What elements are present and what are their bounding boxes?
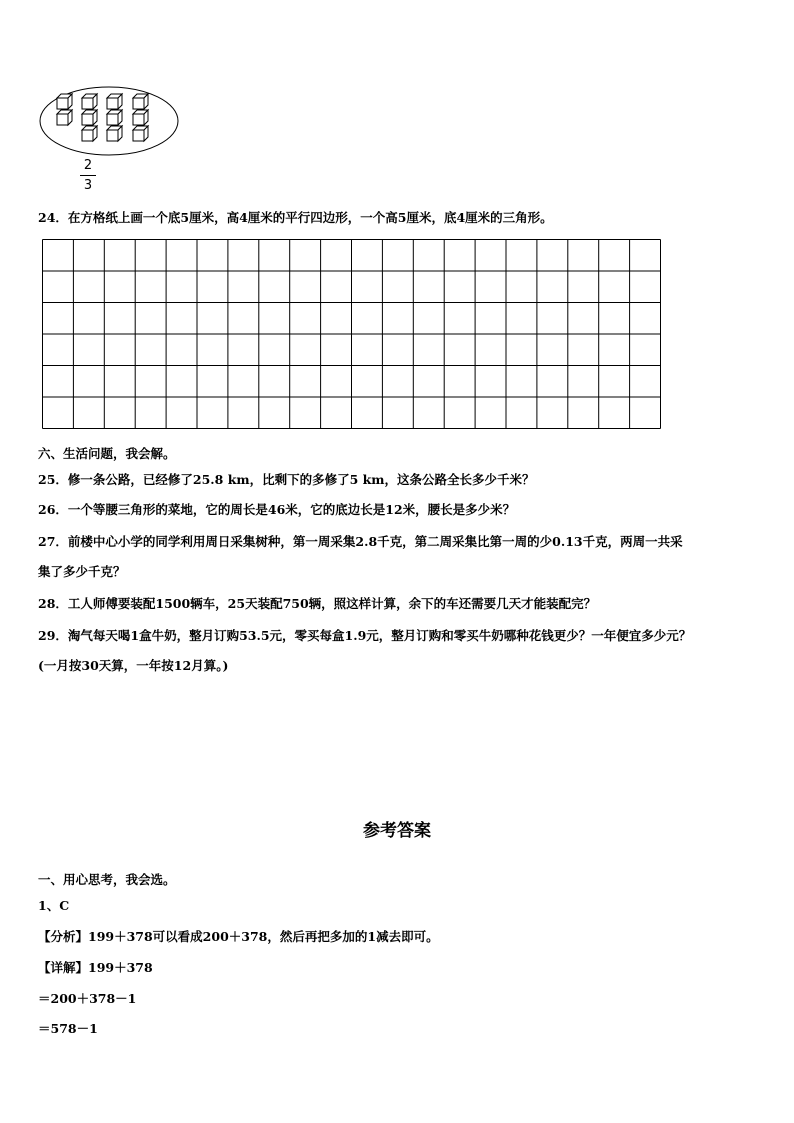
grid-paper	[42, 239, 662, 429]
fraction-two-thirds	[80, 158, 96, 193]
cubes-figure	[38, 85, 180, 157]
cube-icon	[133, 110, 148, 125]
cube-icon	[133, 94, 148, 109]
answer-analysis: 【分析】199＋378可以看成200＋378，然后再把多加的1减去即可。	[38, 929, 439, 944]
question-29-line2: (一月按30天算，一年按12月算。)	[38, 658, 229, 673]
cube-icon	[82, 126, 97, 141]
question-25: 25．修一条公路，已经修了25.8 km，比剩下的多修了5 km，这条公路全长多少千米？	[38, 472, 535, 487]
cube-icon	[107, 94, 122, 109]
fraction-numerator: 2	[83, 158, 93, 173]
question-28: 28．工人师傅要装配1500辆车，25天装配750辆，照这样计算，余下的车还需要几天才能装配完？	[38, 596, 597, 611]
cube-icon	[82, 94, 97, 109]
answer-step-2: ＝578－1	[38, 1021, 98, 1036]
question-27-line2: 集了多少千克？	[38, 564, 126, 579]
answer-1: 1、C	[38, 898, 70, 913]
answer-detail: 【详解】199＋378	[38, 960, 153, 975]
answer-title: 参考答案	[363, 821, 431, 841]
question-24: 24．在方格纸上画一个底5厘米，高4厘米的平行四边形，一个高5厘米，底4厘米的三角形。	[38, 210, 553, 225]
question-26: 26．一个等腰三角形的菜地，它的周长是46米，它的底边长是12米，腰长是多少米？	[38, 502, 516, 517]
cube-icon	[57, 94, 72, 109]
fraction-bar	[80, 175, 96, 176]
cube-icon	[133, 126, 148, 141]
answer-step-1: ＝200＋378－1	[38, 991, 137, 1006]
cube-icon	[57, 110, 72, 125]
question-27-line1: 27．前楼中心小学的同学利用周日采集树种，第一周采集2.8千克，第二周采集比第一周的少0.13千克，两周一共采	[38, 534, 683, 549]
fraction-denominator: 3	[83, 178, 93, 193]
cube-icon	[82, 110, 97, 125]
cube-group	[57, 94, 148, 141]
cube-icon	[107, 110, 122, 125]
section-6-heading: 六、生活问题，我会解。	[38, 446, 176, 461]
cube-icon	[107, 126, 122, 141]
answer-section-1: 一、用心思考，我会选。	[38, 872, 176, 887]
question-29-line1: 29．淘气每天喝1盒牛奶，整月订购53.5元，零买每盒1.9元，整月订购和零买牛奶哪种花钱更少？一年便宜多少元？	[38, 628, 692, 643]
